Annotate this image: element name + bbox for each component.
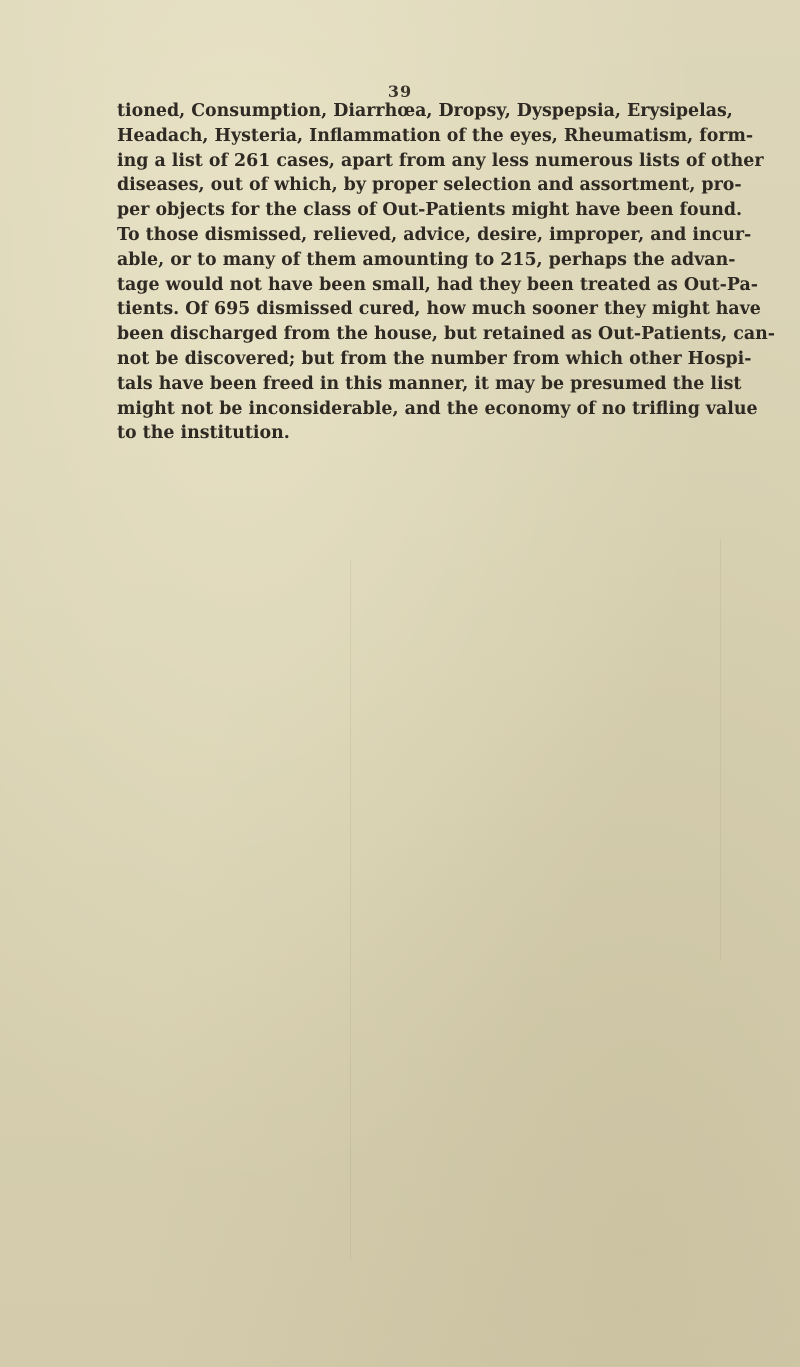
text-line: tients. Of 695 dismissed cured, how much sooner they might have — [117, 299, 761, 320]
text-line: tage would not have been small, had they been treated as Out-Pa- — [117, 274, 758, 295]
text-line: not be discovered; but from the number from which other Hospi- — [117, 348, 752, 369]
text-line: To those dismissed, relieved, advice, desire, improper, and incur- — [117, 224, 752, 245]
page-number: 39 — [387, 82, 413, 101]
text-line: diseases, out of which, by proper selection and assortment, pro- — [117, 175, 742, 196]
paper-crease — [720, 540, 721, 960]
paper-crease — [350, 560, 351, 1260]
text-line: tioned, Consumption, Diarrhœa, Dropsy, Dyspepsia, Erysipelas, — [117, 101, 733, 121]
text-line: to the institution. — [117, 423, 290, 444]
text-line: per objects for the class of Out-Patients might have been found. — [117, 200, 743, 221]
body-paragraph — [117, 99, 775, 446]
text-line: tals have been freed in this manner, it may be presumed the list — [117, 373, 742, 394]
text-line: able, or to many of them amounting to 215, perhaps the advan- — [117, 249, 736, 270]
text-line: might not be inconsiderable, and the economy of no trifling value — [117, 398, 758, 419]
text-line: been discharged from the house, but retained as Out-Patients, can- — [117, 324, 775, 345]
text-line: ing a list of 261 cases, apart from any less numerous lists of other — [117, 150, 764, 171]
text-line: Headach, Hysteria, Inflammation of the eyes, Rheumatism, form- — [117, 125, 754, 146]
